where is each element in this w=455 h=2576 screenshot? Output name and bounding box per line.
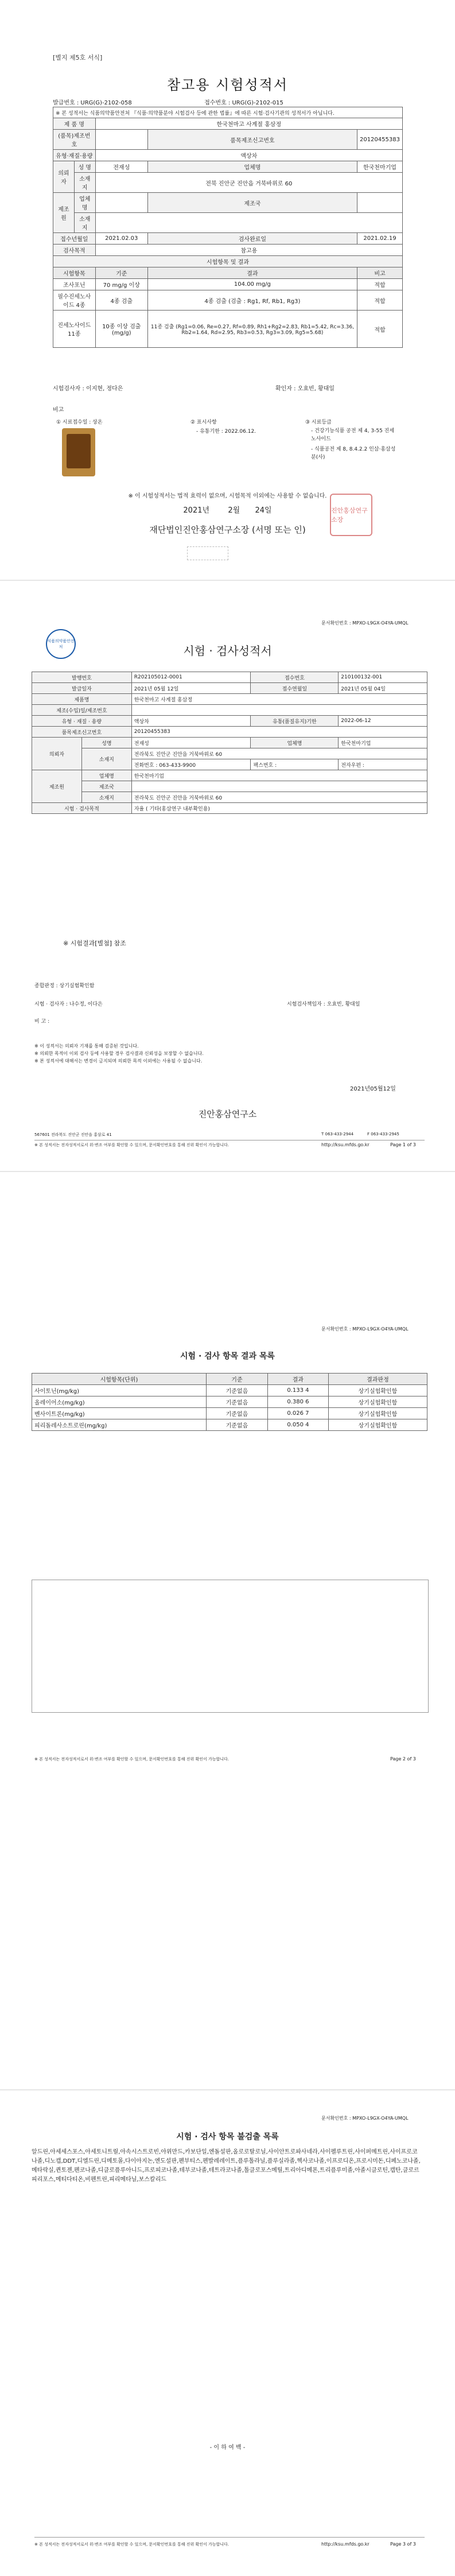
table-cell: 0.026 7	[267, 1408, 328, 1419]
p2-type-label: 유형 · 재질 · 용량	[32, 716, 132, 727]
p2-req-name: 전재성	[131, 738, 251, 748]
p2-responsible-label: 시험검사책임자 :	[287, 1002, 325, 1007]
page1-title: 참고용 시험성적서	[166, 77, 289, 93]
legal-note: ※ 이 시험성적서는 법적 효력이 없으며, 시험목적 이외에는 사용할 수 없습니다.	[128, 493, 327, 499]
table-cell: 11종 검출 (Rg1=0.06, Re=0.27, Rf=0.89, Rh1+Rg2=2.83, Rb1=5.42, Rc=3.36, Rb2=1.64, Rd=2.95, Rb3=0.53, Rg3=3.09, Rg5=5.68)	[147, 311, 357, 348]
date-day: 24일	[255, 506, 272, 515]
p4-url[interactable]: http://ksu.mfds.go.kr	[321, 2542, 370, 2547]
p2-address: 567601 전라북도 진안군 진안읍 홍삼로 41	[34, 1132, 112, 1137]
p3-blank-area	[32, 1580, 429, 1713]
p2-issue-no-label: 발행번호	[32, 672, 132, 683]
p2-receipt-no: 210100132-001	[339, 672, 427, 683]
table-cell: 0.380 6	[267, 1396, 328, 1408]
p2-issue-date-label: 발급일자	[32, 683, 132, 694]
maker-country-label: 제조국	[147, 193, 357, 213]
p2-receipt-date-label: 접수연월일	[251, 683, 339, 694]
mfr-no-label: (품목)제조번호	[53, 130, 96, 150]
table-cell: 상기실험확인함	[328, 1419, 427, 1431]
remark-label: 비고	[53, 407, 64, 413]
issue-no-label: 발급번호 :	[53, 100, 79, 106]
col-item: 시험항목	[53, 267, 96, 279]
p4-end-label: - 이 하 여 백 -	[209, 2445, 246, 2451]
p4-bottom-note: ※ 본 성적서는 전자성적서로서 위·변조 여부를 확인할 수 있으며, 문서확인번호를 통해 진위 확인이 가능합니다.	[34, 2542, 229, 2547]
report-no-label: 품목제조신고번호	[147, 130, 357, 150]
p2-maker-addr: 전라북도 진안군 진안읍 거북바위로 60	[131, 792, 427, 803]
p3-col-judge: 결과판정	[328, 1374, 427, 1385]
type-label: 유형·재질·용량	[53, 150, 96, 161]
p2-tester: 나수정, 이다은	[69, 1002, 103, 1007]
p2-expiry-label: 유통(품질유지)기한	[251, 716, 339, 727]
p2-date: 2021년05월12일	[350, 1086, 396, 1092]
table-row: 피리돌레사소트로린(mg/kg)	[32, 1419, 207, 1431]
p4-undetected-list: 알드린,아세세스포스,아세토니트릴,아속시스트로빈,아위만드,카보단일,엔돌설판,올로로탈로닐,사이안트로파사네라,사이펠루트린,사이퍼메트린,사이프로코나졸,디노캡,DDT,디엘드린,디메토몰,다이아지논,엔도설판,펜부티스,펜발레레이트,플루톨라닐,플루실라졸,헥사코나졸,이프로디온,프로시미돈,디페노코나졸,메타락실,퀸토젠,펜코나졸,디클로플루아니드,프로피코나졸,테부코나졸,테트라코나졸,톨클로포스메틸,트리아디메폰,트리플루미졸,아졸시클로틴,캡탄,클로르피리포스,메티다티온,비펜트린,피리메타닐,보스칼리드	[32, 2149, 421, 2183]
p2-maker-company: 한국천마기업	[131, 770, 427, 781]
p2-report: 20120455383	[131, 727, 427, 738]
p3-page: Page 2 of 3	[390, 1756, 416, 1762]
p2-page: Page 1 of 3	[390, 1142, 416, 1147]
institute-stamp: 진안홍삼연구소장	[330, 494, 372, 536]
remark-a: ① 시료접수일 : 상온	[56, 420, 103, 425]
table-cell: 10종 이상 검출 (mg/g)	[95, 311, 147, 348]
doc-no-p3: 문서확인번호 : MPXO-L9GX-O4YA-UMQL	[321, 1326, 409, 1332]
p3-bottom-note: ※ 본 성적서는 전자성적서로서 위·변조 여부를 확인할 수 있으며, 문서확인번호를 통해 진위 확인이 가능합니다.	[34, 1757, 229, 1762]
remark-c1: ③ 시료등급	[305, 420, 332, 425]
table-cell: 상기실험확인함	[328, 1396, 427, 1408]
table-cell: 4종 검출	[95, 290, 147, 311]
p2-receipt-no-label: 접수번호	[251, 672, 339, 683]
date-month: 2월	[228, 506, 240, 515]
completed-date: 2021.02.19	[357, 233, 402, 245]
table-cell: 70 mg/g 이상	[95, 279, 147, 290]
addr-label: 소재지	[74, 173, 95, 193]
remark-box	[53, 414, 403, 483]
table-cell: 기준없음	[206, 1408, 267, 1419]
table-cell: 104.00 mg/g	[147, 279, 357, 290]
mfds-logo: 식품의약품안전처	[46, 629, 76, 659]
page3-title: 시험 · 검사 항목 결과 목록	[180, 1352, 275, 1361]
product-label: 제 품 명	[53, 118, 96, 130]
p2-product: 한국천마고 사계절 홍삼정	[131, 694, 427, 705]
remark-b1: ② 표시사항	[190, 420, 217, 425]
form-number: [별지 제5호 서식]	[53, 54, 103, 61]
remark-c3: - 식품공전 제 8, 8.4.2.2 인삼·홍삼성분(사)	[311, 447, 396, 460]
p2-issue-no: R202105012-0001	[131, 672, 251, 683]
remark-c2: - 건강기능식품 공전 제 4, 3-55 진세노사이드	[311, 428, 395, 442]
table-cell: 0.133 4	[267, 1385, 328, 1396]
p2-fax: F 063-433-2945	[367, 1132, 399, 1136]
table-row: 벤사이트론(mg/kg)	[32, 1408, 207, 1419]
approver-names: 오효빈, 황대일	[297, 386, 335, 392]
table-row: 필수진세노사이드 4종	[53, 290, 96, 311]
p2-tester-label: 시험 · 검사자 :	[34, 1002, 68, 1007]
received-label: 접수년월일	[53, 233, 96, 245]
doc-no-p2: 문서확인번호 : MPXO-L9GX-O4YA-UMQL	[321, 620, 409, 626]
product-name: 한국천마고 사계절 홍삼정	[95, 118, 402, 130]
col-note: 비고	[357, 267, 402, 279]
table-cell: 적합	[357, 311, 402, 348]
p2-method: 상기실험확인함	[59, 983, 95, 989]
receipt-no: URG(G)-2102-015	[232, 100, 283, 106]
page1-numbers	[53, 98, 397, 106]
p2-req-company: 한국천마기업	[339, 738, 427, 748]
p2-method-line	[34, 981, 94, 989]
requester-company: 한국천마기업	[357, 161, 402, 173]
name-label: 성 명	[74, 161, 95, 173]
p2-type: 액상차	[131, 716, 251, 727]
p2-maker-company-label: 업체명	[81, 770, 131, 781]
page4-title: 시험 · 검사 항목 불검출 목록	[176, 2132, 279, 2142]
tester-names: 이지현, 정다은	[86, 386, 123, 392]
p2-req-addr-label: 소재지	[81, 748, 131, 770]
table-cell: 0.050 4	[267, 1419, 328, 1431]
issue-no: URG(G)-2102-058	[80, 100, 132, 106]
p2-result-note: ※ 시험결과[별첨] 참조	[63, 940, 126, 947]
table-row: 진세노사이드 11종	[53, 311, 96, 348]
p2-maker-country-label: 제조국	[81, 781, 131, 792]
institute-name: 재단법인진안홍삼연구소장 (서명 또는 인)	[149, 525, 306, 535]
requester-label: 의뢰자	[53, 161, 75, 193]
tester-line	[53, 383, 123, 392]
table-cell: 기준없음	[206, 1419, 267, 1431]
p2-tester-line	[34, 1000, 103, 1007]
page2-title: 시험 · 검사성적서	[183, 644, 272, 658]
p3-col-std: 기준	[206, 1374, 267, 1385]
page1-notice: ※ 본 성적서는 식품의약품안전처 『식품·의약품분야 시험검사 등에 관한 법률』에 따른 시험·검사기관의 성적서가 아닙니다.	[53, 107, 403, 118]
col-result: 결과	[147, 267, 357, 279]
maker-addr-label: 소재지	[74, 213, 95, 233]
p3-col-item: 시험항목(단위)	[32, 1374, 207, 1385]
p2-footnote-1: ※ 이 성적서는 의뢰자 기재를 통해 검증된 것입니다.	[34, 1043, 139, 1049]
p4-page: Page 3 of 3	[390, 2542, 416, 2547]
p2-maker-label: 제조원	[32, 770, 82, 803]
purpose-value: 참고용	[95, 245, 402, 256]
page2-table	[32, 672, 427, 814]
p2-bottom-note: ※ 본 성적서는 전자성적서로서 위·변조 여부를 확인할 수 있으며, 문서확인번호를 통해 진위 확인이 가능합니다.	[34, 1143, 229, 1147]
issue-date	[0, 504, 455, 515]
p2-purpose-label: 시험 · 검사목적	[32, 803, 132, 814]
table-row: 올레이어소(mg/kg)	[32, 1396, 207, 1408]
p2-report-label: 품목제조신고번호	[32, 727, 132, 738]
p2-req-email: 전자우편 :	[339, 759, 427, 770]
results-header: 시험항목 및 결과	[53, 256, 403, 267]
p2-footnote-2: ※ 의뢰한 목적이 이외 검사 등에 사용할 경우 검사결과 신뢰성을 보장할 수 없습니다.	[34, 1051, 204, 1056]
p2-req-label: 의뢰자	[32, 738, 82, 770]
p2-req-tel: 전화번호 : 063-433-9900	[131, 759, 251, 770]
p2-tel: T 063-433-2944	[321, 1132, 354, 1136]
p3-col-result: 결과	[267, 1374, 328, 1385]
requester-name: 전재성	[95, 161, 147, 173]
receipt-no-label: 접수번호 :	[204, 100, 231, 106]
completed-label: 검사완료일	[147, 233, 357, 245]
table-cell: 적합	[357, 279, 402, 290]
purpose-label: 검사목적	[53, 245, 96, 256]
table-cell: 기준없음	[206, 1396, 267, 1408]
approver-label: 확인자 :	[275, 386, 296, 392]
p2-maker-addr-label: 소재지	[81, 792, 131, 803]
p2-purpose: 자율 ( 기타(홍삼연구 내부확인용)	[131, 803, 427, 814]
page1-main-table	[53, 107, 403, 348]
p2-receipt-date: 2021년 05월 04일	[339, 683, 427, 694]
p2-footnote-3: ※ 본 성적서에 대해서는 변경이 금지되며 의뢰한 목적 이외에는 사용될 수 없습니다.	[34, 1058, 203, 1064]
table-row: 조사포닌	[53, 279, 96, 290]
remark-b2: - 유통기한 : 2022.06.12.	[196, 429, 256, 434]
p2-url[interactable]: http://ksu.mfds.go.kr	[321, 1142, 370, 1147]
table-cell: 상기실험확인함	[328, 1408, 427, 1419]
date-year: 2021년	[183, 506, 210, 515]
p2-req-company-label: 업체명	[251, 738, 339, 748]
product-photo	[62, 428, 95, 476]
received-date: 2021.02.03	[95, 233, 147, 245]
p2-remark-label: 비 고 :	[34, 1019, 50, 1025]
table-cell: 4종 검출 (검출 : Rg1, Rf, Rb1, Rg3)	[147, 290, 357, 311]
approver-line	[275, 383, 335, 392]
seal-mark	[187, 546, 228, 560]
p2-footnotes	[34, 1042, 204, 1065]
report-no: 20120455383	[357, 130, 402, 150]
p2-method-label: 종합판정 :	[34, 983, 58, 989]
requester-addr: 전북 진안군 진안읍 거북바위로 60	[95, 173, 402, 193]
p2-mfr-label: 제조(수입)일/제조번호	[32, 705, 132, 716]
maker-label: 제조원	[53, 193, 75, 233]
p2-req-name-label: 성명	[81, 738, 131, 748]
tester-label: 시험검사자 :	[53, 386, 84, 392]
doc-no-p4: 문서확인번호 : MPXO-L9GX-O4YA-UMQL	[321, 2116, 409, 2121]
p2-responsible: 오효빈, 황대일	[326, 1002, 360, 1007]
p2-expiry: 2022-06-12	[339, 716, 427, 727]
table-cell: 상기실험확인함	[328, 1385, 427, 1396]
type-value: 액상차	[95, 150, 402, 161]
table-cell: 적합	[357, 290, 402, 311]
table-cell: 기준없음	[206, 1385, 267, 1396]
col-std: 기준	[95, 267, 147, 279]
maker-company-label: 업체명	[74, 193, 95, 213]
p2-issue-date: 2021년 05월 12일	[131, 683, 251, 694]
page3-table	[32, 1373, 427, 1431]
p2-req-fax: 팩스번호 :	[251, 759, 339, 770]
p2-responsible-line	[287, 1000, 360, 1007]
p2-product-label: 제품명	[32, 694, 132, 705]
p2-institute: 진안홍삼연구소	[198, 1109, 257, 1119]
p2-req-addr: 전라북도 진안군 진안읍 거북바위로 60	[131, 748, 427, 759]
company-label: 업체명	[147, 161, 357, 173]
table-row: 사이토닌(mg/kg)	[32, 1385, 207, 1396]
